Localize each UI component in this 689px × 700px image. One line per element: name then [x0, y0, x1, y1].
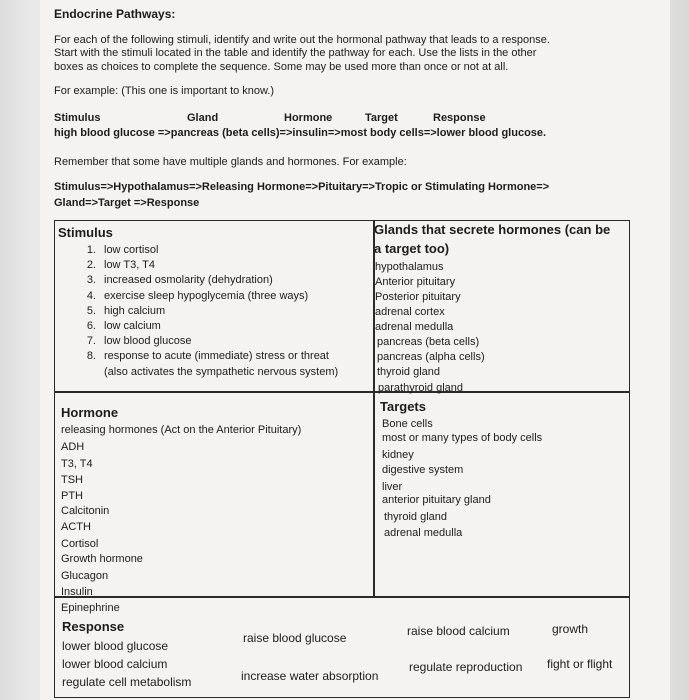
row-divider-1 [54, 391, 630, 393]
response-fight-or-flight: fight or flight [547, 657, 613, 671]
hormone-item: Cortisol [61, 538, 99, 550]
response-raise-blood-calcium: raise blood calcium [407, 624, 510, 638]
gland-item: adrenal cortex [375, 306, 445, 318]
example-intro: For example: (This one is important to know.) [54, 85, 275, 97]
gland-item: pancreas (beta cells) [377, 336, 480, 348]
list-item: 1. low cortisol [86, 244, 159, 256]
response-lower-blood-glucose: lower blood glucose [62, 639, 169, 653]
gland-item: hypothalamus [375, 261, 444, 273]
hormone-header: Hormone [61, 405, 119, 420]
list-item: 4. exercise sleep hypoglycemia (three ways) [86, 289, 309, 302]
target-item: digestive system [382, 464, 464, 476]
list-item: 7. low blood glucose [86, 335, 192, 348]
response-regulate-cell-metabolism: regulate cell metabolism [62, 675, 192, 689]
multi-example-line-2: Gland=>Target =>Response [54, 197, 200, 209]
row-divider-2 [54, 596, 630, 598]
hormone-item: Insulin [61, 586, 93, 598]
gland-item: Posterior pituitary [375, 291, 461, 303]
gland-item: Anterior pituitary [375, 276, 456, 288]
hormone-item: PTH [61, 490, 83, 502]
list-item: (also activates the sympathetic nervous system) [104, 365, 339, 378]
response-raise-blood-glucose: raise blood glucose [243, 631, 347, 645]
target-item: adrenal medulla [384, 527, 463, 539]
response-lower-blood-calcium: lower blood calcium [62, 657, 168, 671]
hormone-item: Epinephrine [61, 602, 120, 614]
response-regulate-reproduction: regulate reproduction [409, 660, 523, 674]
hormone-item: TSH [61, 474, 83, 486]
instruction-line-1: For each of the following stimuli, identify and write out the hormonal pathway that leads to a response. [54, 34, 550, 46]
hormone-item: Growth hormone [61, 553, 143, 565]
hormone-item: ACTH [61, 521, 91, 533]
remember-note: Remember that some have multiple glands and hormones. For example: [54, 156, 407, 168]
stimulus-header: Stimulus [58, 225, 113, 240]
target-item: anterior pituitary gland [382, 494, 491, 506]
gland-item: thyroid gland [377, 366, 440, 378]
gland-item: pancreas (alpha cells) [377, 351, 485, 363]
list-item: 3. increased osmolarity (dehydration) [86, 274, 273, 287]
list-item: 6. low calcium [86, 320, 161, 333]
targets-header: Targets [380, 399, 426, 414]
example-line: high blood glucose =>pancreas (beta cells)=>insulin=>most body cells=>lower blood glucose. [54, 127, 547, 139]
glands-header-line-1: Glands that secrete hormones (can be [374, 222, 611, 237]
target-item: kidney [382, 449, 414, 461]
hormone-item: ADH [61, 441, 85, 453]
gland-item: parathyroid gland [378, 382, 464, 394]
instruction-line-3: boxes as choices to complete the sequence. Some may be used more than once or not at all. [54, 61, 509, 73]
target-item: Bone cells [382, 418, 433, 430]
stimulus-list [80, 243, 338, 380]
example-header-gland: Gland [187, 112, 219, 124]
hormone-item: Calcitonin [61, 505, 110, 517]
hormone-item: Glucagon [61, 570, 109, 582]
response-increase-water-absorption: increase water absorption [241, 669, 379, 683]
example-header-stimulus: Stimulus [54, 112, 101, 124]
gland-item: adrenal medulla [375, 321, 454, 333]
target-item: most or many types of body cells [382, 432, 543, 444]
hormone-item: T3, T4 [61, 458, 93, 470]
list-item: 8. response to acute (immediate) stress or threat [86, 350, 329, 363]
glands-header-line-2: a target too) [374, 241, 450, 256]
response-growth: growth [552, 622, 589, 636]
instruction-line-2: Start with the stimuli located in the table and identify the pathway for each. Use the lists in the other [54, 47, 537, 59]
list-item: 2. low T3, T4 [86, 259, 155, 272]
example-header-response: Response [433, 112, 486, 124]
example-header-hormone: Hormone [284, 112, 333, 124]
target-item: liver [382, 481, 403, 493]
list-item: 5. high calcium [86, 304, 166, 317]
target-item: thyroid gland [384, 511, 447, 523]
response-header: Response [62, 619, 125, 634]
page-title: Endocrine Pathways: [54, 7, 176, 21]
multi-example-line-1: Stimulus=>Hypothalamus=>Releasing Hormone=>Pituitary=>Tropic or Stimulating Hormone=> [54, 181, 550, 193]
example-header-target: Target [365, 112, 398, 124]
hormone-item: releasing hormones (Act on the Anterior Pituitary) [61, 424, 302, 436]
